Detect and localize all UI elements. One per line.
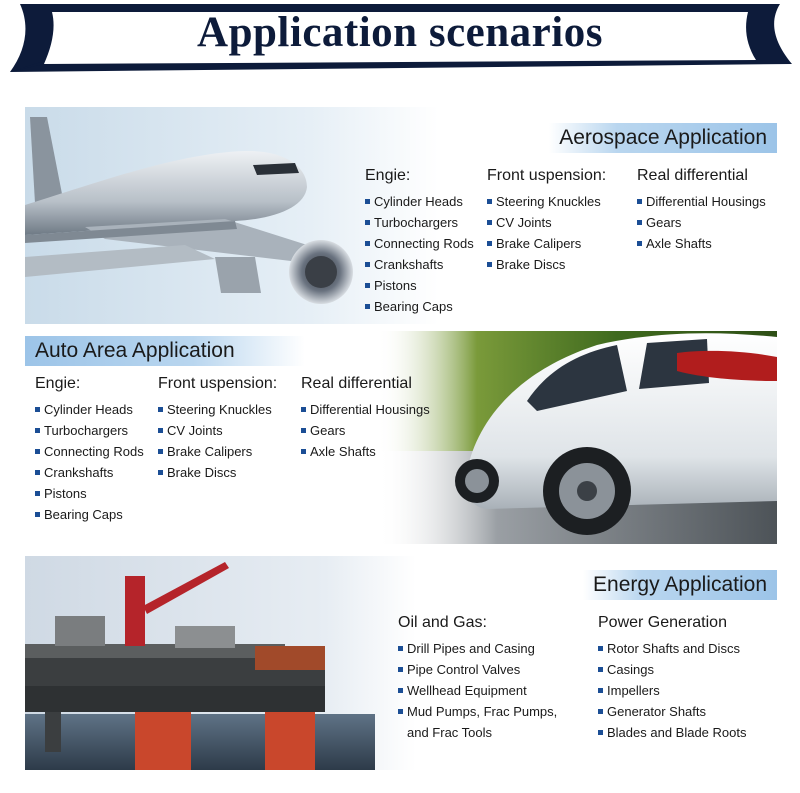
list-item: Casings: [598, 659, 746, 680]
list-item: Pipe Control Valves: [398, 659, 557, 680]
list-item: Differential Housings: [637, 191, 766, 212]
column-heading: Engie:: [35, 375, 81, 392]
page-title: Application scenarios: [197, 9, 603, 56]
list-item: Steering Knuckles: [487, 191, 606, 212]
column-heading: Real differential: [637, 167, 748, 184]
list-item: Pistons: [35, 483, 144, 504]
auto-suspension-column: [158, 375, 277, 483]
list-item: Crankshafts: [365, 254, 474, 275]
list-item: Differential Housings: [301, 399, 430, 420]
airplane-image: [25, 107, 365, 324]
list-item: Blades and Blade Roots: [598, 722, 746, 743]
list-item: CV Joints: [158, 420, 277, 441]
column-heading: Oil and Gas:: [398, 614, 487, 631]
aerospace-engine-column: [365, 167, 474, 317]
list-item: Impellers: [598, 680, 746, 701]
energy-power-column: [598, 614, 746, 743]
list-item: Cylinder Heads: [365, 191, 474, 212]
auto-engine-column: [35, 375, 144, 525]
list-item: Brake Calipers: [158, 441, 277, 462]
column-heading: Front uspension:: [487, 167, 607, 184]
list-item: Bearing Caps: [365, 296, 474, 317]
list-item: and Frac Tools: [407, 725, 493, 740]
list-item: Gears: [301, 420, 430, 441]
column-heading: Engie:: [365, 167, 411, 184]
aerospace-panel: [25, 107, 777, 324]
list-item: Brake Calipers: [487, 233, 606, 254]
list-item: Pistons: [365, 275, 474, 296]
list-item: Brake Discs: [487, 254, 606, 275]
list-item: Generator Shafts: [598, 701, 746, 722]
car-image: [377, 331, 777, 544]
aerospace-title: Aerospace Application: [549, 123, 777, 153]
oil-rig-image: [25, 556, 375, 770]
list-item: Brake Discs: [158, 462, 277, 483]
list-item: Axle Shafts: [301, 441, 430, 462]
energy-title: Energy Application: [583, 570, 777, 600]
list-item: Cylinder Heads: [35, 399, 144, 420]
auto-panel: [25, 331, 777, 544]
column-heading: Front uspension:: [158, 375, 278, 392]
list-item: Gears: [637, 212, 766, 233]
list-item: Bearing Caps: [35, 504, 144, 525]
list-item: Connecting Rods: [365, 233, 474, 254]
list-item: Crankshafts: [35, 462, 144, 483]
energy-oil-gas-column: [398, 614, 557, 743]
list-item: Axle Shafts: [637, 233, 766, 254]
list-item: Rotor Shafts and Discs: [598, 638, 746, 659]
aerospace-differential-column: [637, 167, 766, 254]
title-banner: [0, 0, 800, 78]
list-item: Mud Pumps, Frac Pumps,: [398, 701, 557, 722]
list-item: Wellhead Equipment: [398, 680, 557, 701]
list-item: Turbochargers: [365, 212, 474, 233]
auto-title: Auto Area Application: [25, 336, 305, 366]
energy-panel: [25, 556, 777, 770]
column-heading: Power Generation: [598, 614, 727, 631]
list-item: Drill Pipes and Casing: [398, 638, 557, 659]
list-item: Connecting Rods: [35, 441, 144, 462]
list-item: CV Joints: [487, 212, 606, 233]
list-item: Turbochargers: [35, 420, 144, 441]
column-heading: Real differential: [301, 375, 412, 392]
aerospace-suspension-column: [487, 167, 606, 275]
auto-differential-column: [301, 375, 430, 462]
list-item: Steering Knuckles: [158, 399, 277, 420]
